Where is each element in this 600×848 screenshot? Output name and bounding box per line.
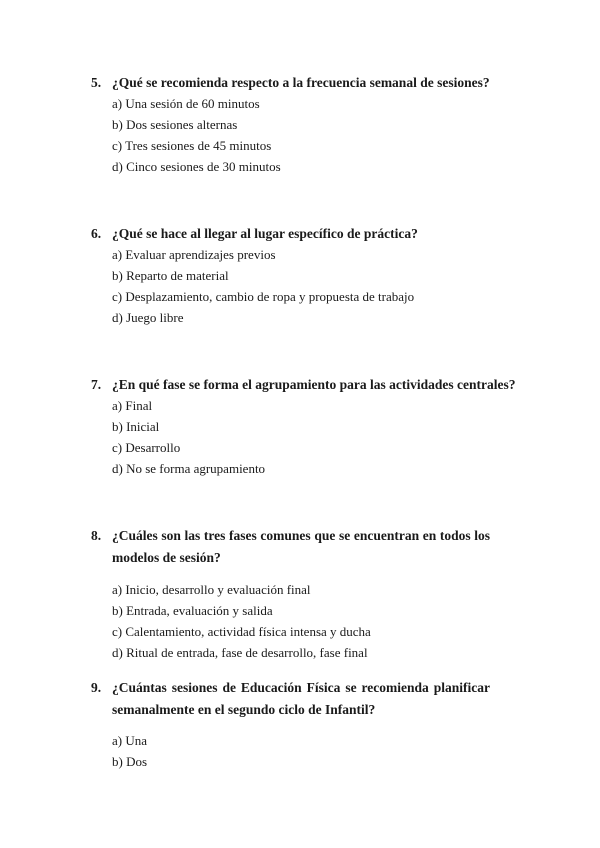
question-number: 5. — [91, 75, 102, 90]
option-a: a) Final — [112, 398, 153, 413]
option-a: a) Una sesión de 60 minutos — [112, 96, 260, 111]
option-d: d) Ritual de entrada, fase de desarrollo, fase final — [112, 645, 368, 660]
option-b: b) Dos sesiones alternas — [112, 117, 238, 132]
question-text: ¿Cuántas sesiones de Educación Física se recomienda planificar semanalmente en el segundo ciclo de Infantil? — [112, 680, 490, 717]
question-number: 6. — [91, 226, 102, 241]
option-c: c) Desplazamiento, cambio de ropa y propuesta de trabajo — [112, 289, 415, 304]
question-number: 8. — [91, 528, 102, 543]
option-c: c) Calentamiento, actividad física intensa y ducha — [112, 624, 371, 639]
option-d: d) Cinco sesiones de 30 minutos — [112, 159, 281, 174]
question-number: 7. — [91, 377, 102, 392]
question-text: ¿Qué se recomienda respecto a la frecuencia semanal de sesiones? — [112, 75, 490, 90]
question-text: ¿Cuáles son las tres fases comunes que se encuentran en todos los modelos de sesión? — [112, 528, 490, 565]
option-c: c) Tres sesiones de 45 minutos — [112, 138, 272, 153]
option-d: d) No se forma agrupamiento — [112, 461, 266, 476]
option-c: c) Desarrollo — [112, 440, 181, 455]
option-a: a) Una — [112, 733, 148, 748]
option-b: b) Dos — [112, 754, 148, 769]
option-b: b) Inicial — [112, 419, 160, 434]
question-number: 9. — [91, 680, 102, 695]
question-text: ¿En qué fase se forma el agrupamiento para las actividades centrales? — [112, 377, 516, 392]
question-text: ¿Qué se hace al llegar al lugar específico de práctica? — [112, 226, 418, 241]
option-d: d) Juego libre — [112, 310, 184, 325]
option-a: a) Evaluar aprendizajes previos — [112, 247, 276, 262]
option-b: b) Entrada, evaluación y salida — [112, 603, 273, 618]
option-b: b) Reparto de material — [112, 268, 229, 283]
option-a: a) Inicio, desarrollo y evaluación final — [112, 582, 311, 597]
